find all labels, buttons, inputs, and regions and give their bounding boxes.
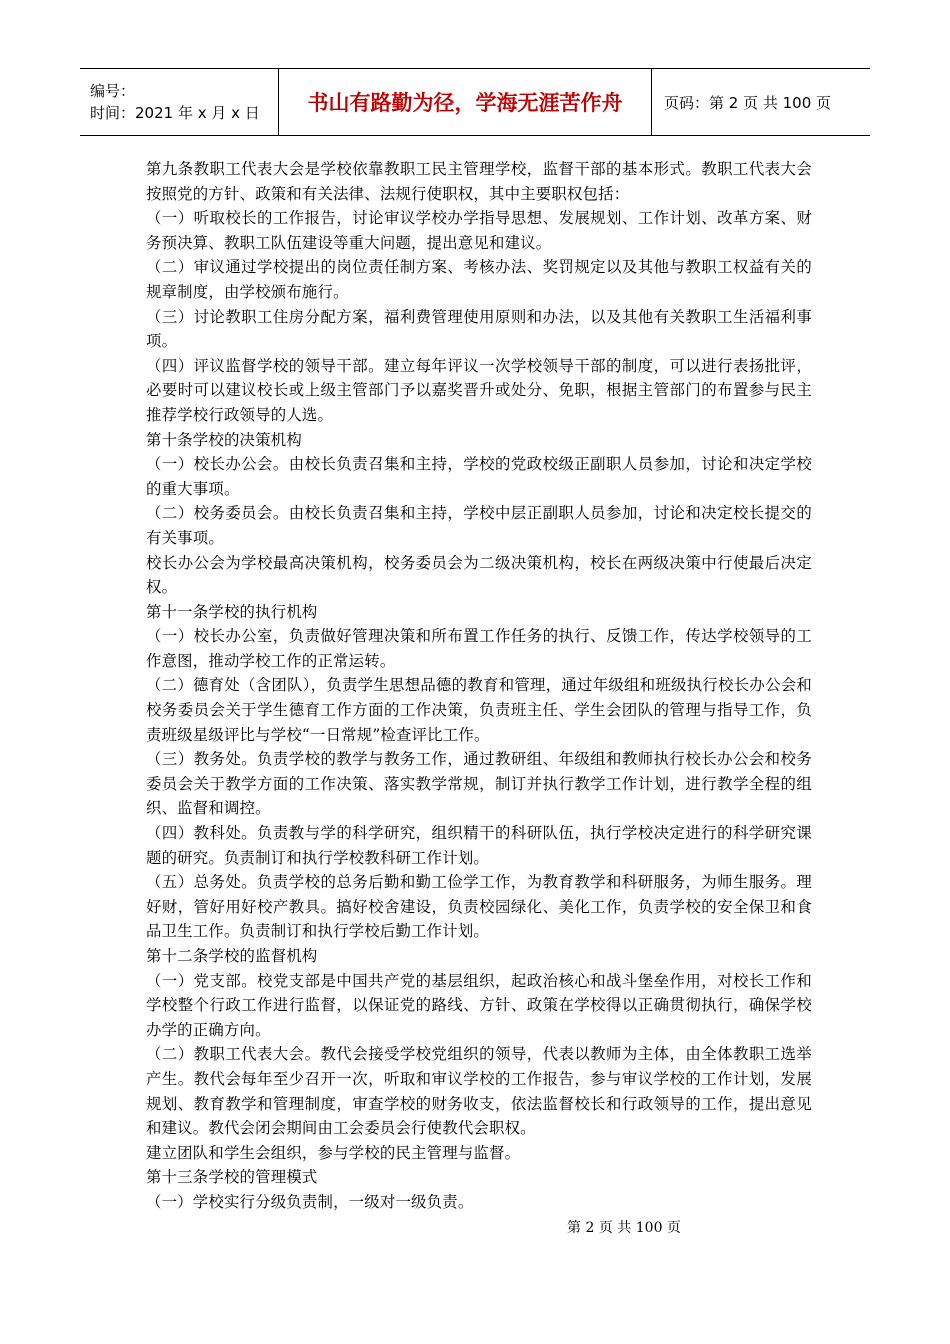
paragraph: （三）教务处。负责学校的教学与教务工作，通过教研组、年级组和教师执行校长办公会和校务委员会关于教学方面的工作决策、落实教学常规，制订并执行教学工作计划，进行教学全程的组织、监督和调控。 xyxy=(146,750,812,818)
footer-page-text: 第 2 页 共 100 页 xyxy=(567,1220,681,1236)
paragraph: 校长办公会为学校最高决策机构，校务委员会为二级决策机构，校长在两级决策中行使最后决定权。 xyxy=(146,553,812,597)
paragraph: （一）校长办公室，负责做好管理决策和所布置工作任务的执行、反馈工作，传达学校领导的工作意图，推动学校工作的正常运转。 xyxy=(146,627,812,670)
paragraph: （二）校务委员会。由校长负责召集和主持，学校中层正副职人员参加，讨论和决定校长提交的有关事项。 xyxy=(146,504,812,547)
paragraph: （五）总务处。负责学校的总务后勤和勤工俭学工作，为教育教学和科研服务，为师生服务。理好财，管好用好校产教具。搞好校舍建设，负责校园绿化、美化工作，负责学校的安全保卫和食品卫生工作。负责制订和执行学校后勤工作计划。 xyxy=(146,873,812,941)
paragraph: 建立团队和学生会组织，参与学校的民主管理与监督。 xyxy=(146,1143,521,1162)
paragraph: （二）审议通过学校提出的岗位责任制方案、考核办法、奖罚规定以及其他与教职工权益有关的规章制度，由学校颁布施行。 xyxy=(146,258,812,301)
paragraph: 第十条学校的决策机构 xyxy=(146,430,302,449)
paragraph: （一）党支部。校党支部是中国共产党的基层组织，起政治核心和战斗堡垒作用，对校长工作和学校整个行政工作进行监督，以保证党的路线、方针、政策在学校得以正确贯彻执行，确保学校办学的正确方向。 xyxy=(146,971,812,1039)
header-table xyxy=(80,68,870,136)
paragraph: （三）讨论教职工住房分配方案，福利费管理使用原则和办法，以及其他有关教职工生活福利事项。 xyxy=(146,307,812,351)
paragraph: 第十一条学校的执行机构 xyxy=(146,602,318,621)
page-label: 页码：第 2 页 共 100 页 xyxy=(652,69,871,136)
paragraph: （二）教职工代表大会。教代会接受学校党组织的领导，代表以教师为主体，由全体教职工选举产生。教代会每年至少召开一次，听取和审议学校的工作报告，参与审议学校的工作计划，发展规划、教育教学和管理制度，审查学校的财务收支，依法监督校长和行政领导的工作，提出意见和建议。教代会闭会期间由工会委员会行使教代会职权。 xyxy=(146,1045,812,1138)
paragraph: （二）德育处（含团队），负责学生思想品德的教育和管理，通过年级组和班级执行校长办公会和校务委员会关于学生德育工作方面的工作决策，负责班主任、学生会团队的管理与指导工作，负责班级星级评比与学校“一日常规”检查评比工作。 xyxy=(146,676,812,744)
paragraph: （一）校长办公会。由校长负责召集和主持，学校的党政校级正副职人员参加，讨论和决定学校的重大事项。 xyxy=(146,455,812,498)
paragraph: 第九条教职工代表大会是学校依靠教职工民主管理学校，监督干部的基本形式。教职工代表大会按照党的方针、政策和有关法律、法规行使职权，其中主要职权包括： xyxy=(146,160,812,203)
motto: 书山有路勤为径，学海无涯苦作舟 xyxy=(279,69,652,136)
paragraph: 第十三条学校的管理模式 xyxy=(146,1168,318,1187)
paragraph: （一）学校实行分级负责制，一级对一级负责。 xyxy=(146,1192,474,1211)
paragraph: （四）评议监督学校的领导干部。建立每年评议一次学校领导干部的制度，可以进行表扬批评，必要时可以建议校长或上级主管部门予以嘉奖晋升或处分、免职，根据主管部门的布置参与民主推荐学校行政领导的人选。 xyxy=(146,356,812,424)
page-footer xyxy=(0,1217,950,1237)
number-label: 编号： xyxy=(90,82,136,100)
paragraph: （一）听取校长的工作报告，讨论审议学校办学指导思想、发展规划、工作计划、改革方案、财务预决算、教职工队伍建设等重大问题，提出意见和建议。 xyxy=(146,209,812,252)
date-label: 时间：2021 年 x 月 x 日 xyxy=(90,104,260,122)
document-body xyxy=(146,157,812,1215)
paragraph: 第十二条学校的监督机构 xyxy=(146,947,318,965)
paragraph: （四）教科处。负责教与学的科学研究，组织精干的科研队伍，执行学校决定进行的科学研究课题的研究。负责制订和执行学校教科研工作计划。 xyxy=(146,824,812,867)
header-meta xyxy=(80,69,279,136)
